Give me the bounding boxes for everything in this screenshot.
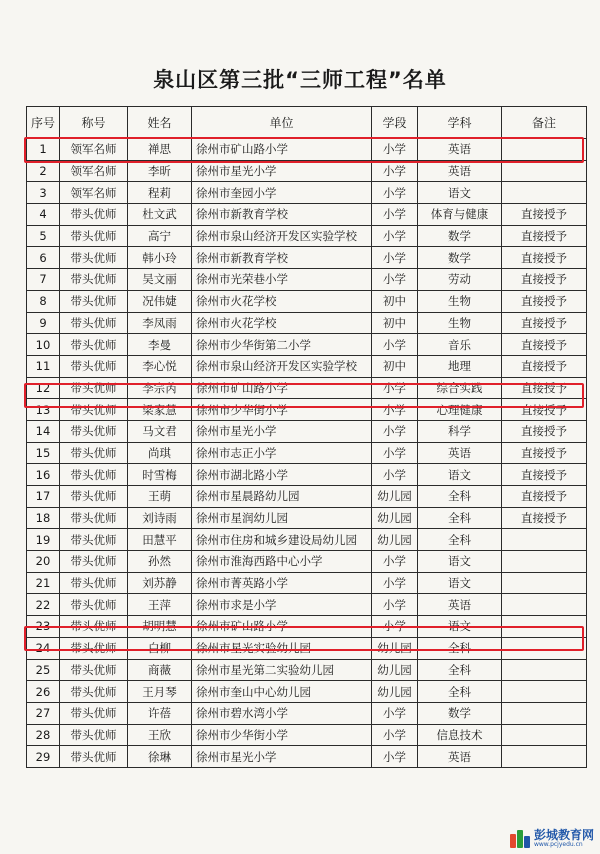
table-row xyxy=(27,507,587,529)
cell-no: 27 xyxy=(27,702,60,724)
cell-subject: 体育与健康 xyxy=(418,204,502,226)
cell-unit: 徐州市少华街第二小学 xyxy=(192,334,372,356)
header-name: 姓名 xyxy=(128,107,192,139)
cell-stage: 小学 xyxy=(372,464,418,486)
table-row xyxy=(27,355,587,377)
header-unit: 单位 xyxy=(192,107,372,139)
site-watermark xyxy=(510,829,594,848)
cell-unit: 徐州市奎山中心幼儿园 xyxy=(192,681,372,703)
cell-honor: 领军名师 xyxy=(60,139,128,161)
cell-name: 李凤雨 xyxy=(128,312,192,334)
table-row xyxy=(27,724,587,746)
cell-honor: 带头优师 xyxy=(60,377,128,399)
table-row xyxy=(27,702,587,724)
cell-no: 10 xyxy=(27,334,60,356)
cell-honor: 带头优师 xyxy=(60,486,128,508)
table-row xyxy=(27,616,587,638)
cell-note xyxy=(502,637,587,659)
cell-subject: 全科 xyxy=(418,507,502,529)
cell-note: 直接授予 xyxy=(502,225,587,247)
cell-no: 8 xyxy=(27,290,60,312)
table-row xyxy=(27,204,587,226)
header-subject: 学科 xyxy=(418,107,502,139)
cell-stage: 小学 xyxy=(372,182,418,204)
cell-subject: 英语 xyxy=(418,442,502,464)
cell-stage: 小学 xyxy=(372,572,418,594)
cell-honor: 带头优师 xyxy=(60,746,128,768)
cell-stage: 幼儿园 xyxy=(372,486,418,508)
cell-subject: 语文 xyxy=(418,572,502,594)
cell-no: 29 xyxy=(27,746,60,768)
cell-stage: 小学 xyxy=(372,616,418,638)
table-row xyxy=(27,312,587,334)
cell-stage: 小学 xyxy=(372,139,418,161)
cell-honor: 带头优师 xyxy=(60,529,128,551)
cell-no: 6 xyxy=(27,247,60,269)
table-row xyxy=(27,225,587,247)
cell-unit: 徐州市新教育学校 xyxy=(192,204,372,226)
cell-subject: 英语 xyxy=(418,160,502,182)
cell-stage: 小学 xyxy=(372,746,418,768)
table-row xyxy=(27,139,587,161)
cell-name: 李宗芮 xyxy=(128,377,192,399)
cell-honor: 带头优师 xyxy=(60,464,128,486)
cell-subject: 语文 xyxy=(418,182,502,204)
table-row xyxy=(27,551,587,573)
cell-stage: 幼儿园 xyxy=(372,681,418,703)
cell-unit: 徐州市泉山经济开发区实验学校 xyxy=(192,355,372,377)
watermark-name: 彭城教育网 xyxy=(533,828,594,842)
cell-note xyxy=(502,702,587,724)
cell-honor: 带头优师 xyxy=(60,269,128,291)
cell-stage: 小学 xyxy=(372,269,418,291)
header-no: 序号 xyxy=(27,107,60,139)
cell-subject: 劳动 xyxy=(418,269,502,291)
cell-note xyxy=(502,616,587,638)
cell-name: 时雪梅 xyxy=(128,464,192,486)
cell-unit: 徐州市火花学校 xyxy=(192,290,372,312)
cell-name: 王月琴 xyxy=(128,681,192,703)
cell-name: 王萍 xyxy=(128,594,192,616)
cell-name: 梁家慧 xyxy=(128,399,192,421)
table-row xyxy=(27,746,587,768)
cell-honor: 带头优师 xyxy=(60,572,128,594)
cell-stage: 小学 xyxy=(372,420,418,442)
cell-unit: 徐州市星润幼儿园 xyxy=(192,507,372,529)
table-row xyxy=(27,572,587,594)
cell-note: 直接授予 xyxy=(502,420,587,442)
cell-stage: 幼儿园 xyxy=(372,637,418,659)
cell-subject: 数学 xyxy=(418,702,502,724)
cell-name: 李心悦 xyxy=(128,355,192,377)
cell-note xyxy=(502,659,587,681)
cell-unit: 徐州市淮海西路中心小学 xyxy=(192,551,372,573)
cell-stage: 小学 xyxy=(372,702,418,724)
table-row xyxy=(27,681,587,703)
cell-name: 尚琪 xyxy=(128,442,192,464)
cell-note: 直接授予 xyxy=(502,355,587,377)
cell-name: 况伟婕 xyxy=(128,290,192,312)
table-row xyxy=(27,399,587,421)
cell-stage: 小学 xyxy=(372,724,418,746)
cell-note xyxy=(502,681,587,703)
cell-unit: 徐州市奎园小学 xyxy=(192,182,372,204)
cell-no: 5 xyxy=(27,225,60,247)
cell-honor: 领军名师 xyxy=(60,160,128,182)
cell-no: 11 xyxy=(27,355,60,377)
page-title: 泉山区第三批“三师工程”名单 xyxy=(153,68,447,92)
cell-honor: 带头优师 xyxy=(60,290,128,312)
cell-name: 刘苏静 xyxy=(128,572,192,594)
table-row xyxy=(27,160,587,182)
cell-subject: 全科 xyxy=(418,486,502,508)
cell-no: 9 xyxy=(27,312,60,334)
cell-note xyxy=(502,594,587,616)
table-row xyxy=(27,290,587,312)
cell-subject: 英语 xyxy=(418,594,502,616)
cell-name: 商薇 xyxy=(128,659,192,681)
cell-subject: 综合实践 xyxy=(418,377,502,399)
cell-honor: 带头优师 xyxy=(60,399,128,421)
table-row xyxy=(27,420,587,442)
cell-unit: 徐州市星晨路幼儿园 xyxy=(192,486,372,508)
cell-unit: 徐州市矿山路小学 xyxy=(192,616,372,638)
table-row xyxy=(27,659,587,681)
cell-honor: 带头优师 xyxy=(60,355,128,377)
cell-subject: 全科 xyxy=(418,529,502,551)
cell-honor: 带头优师 xyxy=(60,702,128,724)
cell-name: 马文君 xyxy=(128,420,192,442)
cell-no: 4 xyxy=(27,204,60,226)
cell-no: 1 xyxy=(27,139,60,161)
cell-no: 28 xyxy=(27,724,60,746)
cell-name: 徐琳 xyxy=(128,746,192,768)
table-row xyxy=(27,594,587,616)
cell-no: 25 xyxy=(27,659,60,681)
cell-note: 直接授予 xyxy=(502,464,587,486)
header-stage: 学段 xyxy=(372,107,418,139)
cell-no: 12 xyxy=(27,377,60,399)
cell-note: 直接授予 xyxy=(502,399,587,421)
cell-subject: 全科 xyxy=(418,637,502,659)
book-logo-icon xyxy=(510,830,530,848)
cell-name: 韩小玲 xyxy=(128,247,192,269)
cell-subject: 科学 xyxy=(418,420,502,442)
table-row xyxy=(27,637,587,659)
cell-subject: 信息技术 xyxy=(418,724,502,746)
cell-name: 王欣 xyxy=(128,724,192,746)
cell-subject: 音乐 xyxy=(418,334,502,356)
cell-unit: 徐州市湖北路小学 xyxy=(192,464,372,486)
cell-note xyxy=(502,746,587,768)
cell-note: 直接授予 xyxy=(502,204,587,226)
table-header-row xyxy=(27,107,587,139)
cell-honor: 带头优师 xyxy=(60,724,128,746)
cell-no: 19 xyxy=(27,529,60,551)
cell-no: 23 xyxy=(27,616,60,638)
cell-stage: 小学 xyxy=(372,377,418,399)
cell-note xyxy=(502,551,587,573)
cell-note: 直接授予 xyxy=(502,312,587,334)
cell-unit: 徐州市少华街小学 xyxy=(192,724,372,746)
cell-stage: 小学 xyxy=(372,551,418,573)
table-row xyxy=(27,442,587,464)
cell-unit: 徐州市光荣巷小学 xyxy=(192,269,372,291)
cell-note xyxy=(502,182,587,204)
cell-subject: 语文 xyxy=(418,464,502,486)
cell-unit: 徐州市住房和城乡建设局幼儿园 xyxy=(192,529,372,551)
cell-no: 7 xyxy=(27,269,60,291)
cell-unit: 徐州市碧水湾小学 xyxy=(192,702,372,724)
cell-unit: 徐州市星光实验幼儿园 xyxy=(192,637,372,659)
cell-stage: 小学 xyxy=(372,442,418,464)
cell-no: 14 xyxy=(27,420,60,442)
cell-subject: 生物 xyxy=(418,290,502,312)
cell-note xyxy=(502,139,587,161)
table-row xyxy=(27,247,587,269)
cell-no: 13 xyxy=(27,399,60,421)
cell-honor: 带头优师 xyxy=(60,204,128,226)
cell-honor: 带头优师 xyxy=(60,420,128,442)
cell-no: 17 xyxy=(27,486,60,508)
cell-name: 程莉 xyxy=(128,182,192,204)
cell-note xyxy=(502,572,587,594)
cell-name: 李昕 xyxy=(128,160,192,182)
cell-unit: 徐州市星光小学 xyxy=(192,160,372,182)
cell-no: 3 xyxy=(27,182,60,204)
cell-name: 田慧平 xyxy=(128,529,192,551)
cell-unit: 徐州市少华街小学 xyxy=(192,399,372,421)
cell-stage: 小学 xyxy=(372,204,418,226)
cell-honor: 带头优师 xyxy=(60,616,128,638)
cell-note xyxy=(502,529,587,551)
cell-honor: 带头优师 xyxy=(60,442,128,464)
cell-stage: 幼儿园 xyxy=(372,507,418,529)
watermark-url: www.pcjyedu.cn xyxy=(533,841,583,848)
cell-name: 高宁 xyxy=(128,225,192,247)
cell-note: 直接授予 xyxy=(502,269,587,291)
cell-honor: 带头优师 xyxy=(60,334,128,356)
cell-stage: 小学 xyxy=(372,334,418,356)
cell-stage: 小学 xyxy=(372,160,418,182)
cell-subject: 生物 xyxy=(418,312,502,334)
cell-honor: 带头优师 xyxy=(60,659,128,681)
cell-stage: 初中 xyxy=(372,312,418,334)
cell-name: 王萌 xyxy=(128,486,192,508)
roster-table xyxy=(26,106,587,768)
cell-no: 15 xyxy=(27,442,60,464)
cell-note: 直接授予 xyxy=(502,486,587,508)
cell-honor: 带头优师 xyxy=(60,637,128,659)
cell-unit: 徐州市星光小学 xyxy=(192,420,372,442)
cell-name: 许蓓 xyxy=(128,702,192,724)
cell-note: 直接授予 xyxy=(502,334,587,356)
cell-honor: 带头优师 xyxy=(60,312,128,334)
cell-honor: 带头优师 xyxy=(60,594,128,616)
cell-unit: 徐州市求是小学 xyxy=(192,594,372,616)
cell-note xyxy=(502,160,587,182)
cell-subject: 心理健康 xyxy=(418,399,502,421)
cell-note: 直接授予 xyxy=(502,507,587,529)
cell-stage: 小学 xyxy=(372,247,418,269)
cell-note: 直接授予 xyxy=(502,442,587,464)
cell-stage: 幼儿园 xyxy=(372,529,418,551)
cell-unit: 徐州市新教育学校 xyxy=(192,247,372,269)
cell-name: 白柳 xyxy=(128,637,192,659)
cell-name: 杜文武 xyxy=(128,204,192,226)
cell-note: 直接授予 xyxy=(502,290,587,312)
cell-honor: 带头优师 xyxy=(60,225,128,247)
cell-note: 直接授予 xyxy=(502,247,587,269)
cell-stage: 初中 xyxy=(372,290,418,312)
cell-name: 禅思 xyxy=(128,139,192,161)
cell-name: 吴文丽 xyxy=(128,269,192,291)
cell-stage: 小学 xyxy=(372,225,418,247)
cell-note: 直接授予 xyxy=(502,377,587,399)
table-row xyxy=(27,182,587,204)
cell-unit: 徐州市菁英路小学 xyxy=(192,572,372,594)
cell-subject: 语文 xyxy=(418,551,502,573)
cell-subject: 英语 xyxy=(418,139,502,161)
cell-no: 22 xyxy=(27,594,60,616)
cell-honor: 带头优师 xyxy=(60,681,128,703)
cell-no: 24 xyxy=(27,637,60,659)
cell-subject: 地理 xyxy=(418,355,502,377)
table-row xyxy=(27,529,587,551)
cell-no: 2 xyxy=(27,160,60,182)
cell-unit: 徐州市志正小学 xyxy=(192,442,372,464)
table-row xyxy=(27,269,587,291)
cell-no: 21 xyxy=(27,572,60,594)
cell-note xyxy=(502,724,587,746)
cell-subject: 语文 xyxy=(418,616,502,638)
cell-subject: 全科 xyxy=(418,681,502,703)
table-row xyxy=(27,486,587,508)
cell-unit: 徐州市星光第二实验幼儿园 xyxy=(192,659,372,681)
table-row xyxy=(27,377,587,399)
cell-subject: 全科 xyxy=(418,659,502,681)
table-row xyxy=(27,464,587,486)
cell-unit: 徐州市星光小学 xyxy=(192,746,372,768)
header-note: 备注 xyxy=(502,107,587,139)
cell-stage: 幼儿园 xyxy=(372,659,418,681)
cell-no: 26 xyxy=(27,681,60,703)
cell-name: 孙然 xyxy=(128,551,192,573)
cell-name: 胡明慧 xyxy=(128,616,192,638)
cell-name: 李曼 xyxy=(128,334,192,356)
cell-subject: 数学 xyxy=(418,247,502,269)
cell-unit: 徐州市矿山路小学 xyxy=(192,139,372,161)
cell-unit: 徐州市火花学校 xyxy=(192,312,372,334)
cell-unit: 徐州市泉山经济开发区实验学校 xyxy=(192,225,372,247)
cell-stage: 小学 xyxy=(372,594,418,616)
cell-subject: 英语 xyxy=(418,746,502,768)
cell-name: 刘诗雨 xyxy=(128,507,192,529)
cell-honor: 带头优师 xyxy=(60,551,128,573)
cell-stage: 初中 xyxy=(372,355,418,377)
cell-honor: 带头优师 xyxy=(60,247,128,269)
cell-no: 16 xyxy=(27,464,60,486)
cell-honor: 领军名师 xyxy=(60,182,128,204)
cell-unit: 徐州市矿山路小学 xyxy=(192,377,372,399)
header-honor: 称号 xyxy=(60,107,128,139)
table-row xyxy=(27,334,587,356)
cell-honor: 带头优师 xyxy=(60,507,128,529)
cell-no: 20 xyxy=(27,551,60,573)
cell-no: 18 xyxy=(27,507,60,529)
cell-subject: 数学 xyxy=(418,225,502,247)
cell-stage: 小学 xyxy=(372,399,418,421)
